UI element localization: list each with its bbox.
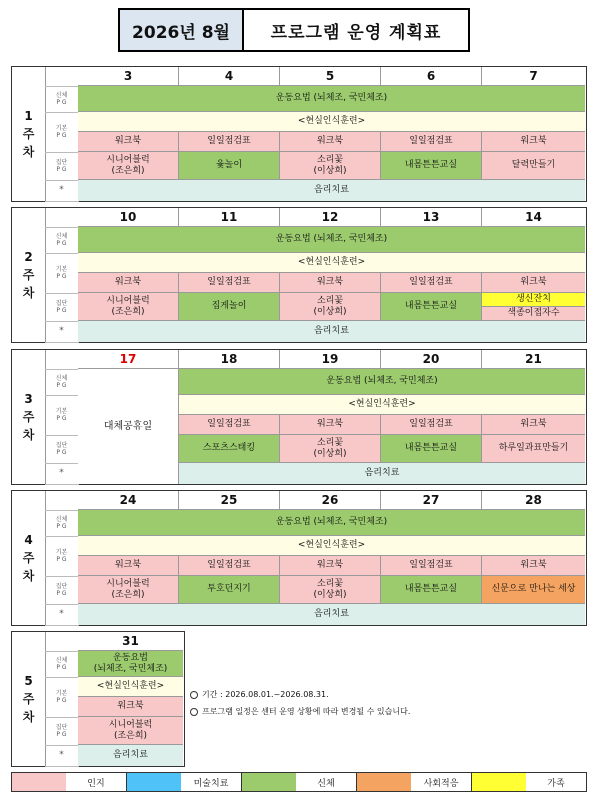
group-cell: 시니어블럭 (조은희) [78, 576, 179, 604]
row-label-star: * [45, 463, 79, 485]
base-cell: 일일점검표 [381, 273, 482, 293]
note-change: 프로그램 일정은 센터 운영 상황에 따라 변경될 수 있습니다. [190, 703, 410, 720]
day-header: 14 [482, 208, 585, 227]
week-2-block [11, 207, 587, 343]
base-cell: 워크북 [280, 415, 381, 435]
music-therapy-cell: 음리치료 [78, 321, 585, 342]
holiday-cell: 대체공휴일 [78, 369, 179, 484]
day-header: 19 [280, 350, 381, 369]
week-label: 1 주 차 [12, 67, 46, 201]
row-label-star: * [45, 745, 79, 767]
legend-item-social: 사회적응 [357, 773, 472, 791]
row-label-star: * [45, 604, 79, 626]
header-spacer [45, 208, 79, 228]
base-cell: 워크북 [482, 273, 585, 293]
legend-swatch [127, 773, 181, 791]
circle-bullet-icon [190, 708, 198, 716]
day-header: 10 [78, 208, 179, 227]
base-cell: 워크북 [78, 273, 179, 293]
row-label-base: 기본 P G [45, 536, 79, 577]
base-cell: 일일점검표 [381, 132, 482, 152]
group-cell: 시니어블럭 (조은희) [78, 152, 179, 180]
day-header: 26 [280, 491, 381, 510]
group-cell: 윷놀이 [179, 152, 280, 180]
day-header: 28 [482, 491, 585, 510]
base-cell: 일일점검표 [381, 415, 482, 435]
base-cell: 워크북 [280, 273, 381, 293]
day-header: 7 [482, 67, 585, 86]
legend-item-body: 신체 [242, 773, 357, 791]
music-therapy-cell: 음리치료 [179, 463, 585, 484]
row-label-body: 신체 P G [45, 227, 79, 254]
week-4-block [11, 490, 587, 626]
base-cell: 워크북 [482, 556, 585, 576]
reality-training-cell: <현실인식훈련> [179, 395, 585, 415]
row-label-base: 기본 P G [45, 112, 79, 153]
base-cell: 워크북 [482, 415, 585, 435]
week-3-block [11, 349, 587, 485]
row-label-base: 기본 P G [45, 395, 79, 436]
group-cell: 소리꽃 (이상희) [280, 152, 381, 180]
group-cell: 시니어블럭 (조은희) [78, 293, 179, 321]
base-cell: 워크북 [280, 132, 381, 152]
title-month: 2026년 8월 [120, 10, 244, 50]
header-spacer [45, 632, 79, 652]
day-header: 12 [280, 208, 381, 227]
exercise-cell: 운동요법 (뇌체조, 국민체조) [179, 369, 585, 395]
row-label-body: 신체 P G [45, 86, 79, 113]
week-label: 2 주 차 [12, 208, 46, 342]
group-cell-family: 생신잔치 [482, 293, 585, 307]
group-cell: 색종이접자수 [482, 307, 585, 321]
day-header: 24 [78, 491, 179, 510]
group-cell: 집게놀이 [179, 293, 280, 321]
legend-swatch [357, 773, 411, 791]
header-spacer [45, 350, 79, 370]
base-cell: 워크북 [280, 556, 381, 576]
base-cell: 일일점검표 [179, 273, 280, 293]
base-cell: 워크북 [78, 556, 179, 576]
group-cell: 내몸튼튼교실 [381, 152, 482, 180]
group-cell: 내몸튼튼교실 [381, 576, 482, 604]
row-label-group: 집단 P G [45, 152, 79, 181]
header-spacer [45, 491, 79, 511]
group-cell: 소리꽃 (이상희) [280, 293, 381, 321]
day-header: 20 [381, 350, 482, 369]
base-cell: 워크북 [78, 132, 179, 152]
music-therapy-cell: 음리치료 [78, 745, 183, 766]
group-cell: 스포츠스태킹 [179, 435, 280, 463]
day-header: 4 [179, 67, 280, 86]
day-header: 21 [482, 350, 585, 369]
row-label-group: 집단 P G [45, 717, 79, 746]
row-label-group: 집단 P G [45, 435, 79, 464]
week-5-block [11, 631, 185, 767]
week-label: 3 주 차 [12, 350, 46, 484]
base-cell: 일일점검표 [179, 556, 280, 576]
music-therapy-cell: 음리치료 [78, 604, 585, 625]
group-cell: 소리꽃 (이상희) [280, 435, 381, 463]
base-cell: 일일점검표 [179, 132, 280, 152]
day-header: 3 [78, 67, 179, 86]
legend-item-art: 미술치료 [127, 773, 242, 791]
day-header: 6 [381, 67, 482, 86]
day-header: 11 [179, 208, 280, 227]
week-label: 5 주 차 [12, 632, 46, 766]
reality-training-cell: <현실인식훈련> [78, 677, 183, 697]
reality-training-cell: <현실인식훈련> [78, 112, 585, 132]
legend-swatch [242, 773, 296, 791]
exercise-cell: 운동요법 (뇌체조, 국민체조) [78, 510, 585, 536]
day-header: 25 [179, 491, 280, 510]
base-cell: 워크북 [482, 132, 585, 152]
row-label-body: 신체 P G [45, 510, 79, 537]
row-label-star: * [45, 180, 79, 202]
group-cell: 투호던지기 [179, 576, 280, 604]
day-header: 13 [381, 208, 482, 227]
exercise-cell: 운동요법 (뇌체조, 국민체조) [78, 86, 585, 112]
week-1-block [11, 66, 587, 202]
row-label-body: 신체 P G [45, 651, 79, 678]
legend-swatch [12, 773, 66, 791]
group-cell: 내몸튼튼교실 [381, 435, 482, 463]
day-header: 27 [381, 491, 482, 510]
day-header: 31 [78, 632, 183, 651]
week-label: 4 주 차 [12, 491, 46, 625]
note-period: 기간 : 2026.08.01.~2026.08.31. [190, 686, 410, 703]
legend-swatch [472, 773, 526, 791]
group-cell-social: 신문으로 만나는 세상 [482, 576, 585, 604]
day-header: 18 [179, 350, 280, 369]
row-label-group: 집단 P G [45, 576, 79, 605]
title-box [118, 8, 470, 52]
legend-item-cognitive: 인지 [12, 773, 127, 791]
legend [11, 772, 587, 792]
group-cell: 하루일과표만들기 [482, 435, 585, 463]
row-label-star: * [45, 321, 79, 343]
group-cell: 시니어블럭 (조은희) [78, 717, 183, 745]
group-cell: 소리꽃 (이상희) [280, 576, 381, 604]
day-header-holiday: 17 [78, 350, 179, 369]
reality-training-cell: <현실인식훈련> [78, 253, 585, 273]
header-spacer [45, 67, 79, 87]
row-label-group: 집단 P G [45, 293, 79, 322]
group-cell: 내몸튼튼교실 [381, 293, 482, 321]
row-label-base: 기본 P G [45, 253, 79, 294]
exercise-cell: 운동요법 (뇌체조, 국민체조) [78, 651, 183, 677]
reality-training-cell: <현실인식훈련> [78, 536, 585, 556]
base-cell: 일일점검표 [179, 415, 280, 435]
circle-bullet-icon [190, 691, 198, 699]
exercise-cell: 운동요법 (뇌체조, 국민체조) [78, 227, 585, 253]
day-header: 5 [280, 67, 381, 86]
row-label-body: 신체 P G [45, 369, 79, 396]
row-label-base: 기본 P G [45, 677, 79, 718]
group-cell: 달력만들기 [482, 152, 585, 180]
base-cell: 워크북 [78, 697, 183, 717]
notes [190, 686, 410, 720]
legend-item-family: 가족 [472, 773, 586, 791]
base-cell: 일일점검표 [381, 556, 482, 576]
title-name: 프로그램 운영 계획표 [270, 22, 442, 43]
music-therapy-cell: 음리치료 [78, 180, 585, 201]
